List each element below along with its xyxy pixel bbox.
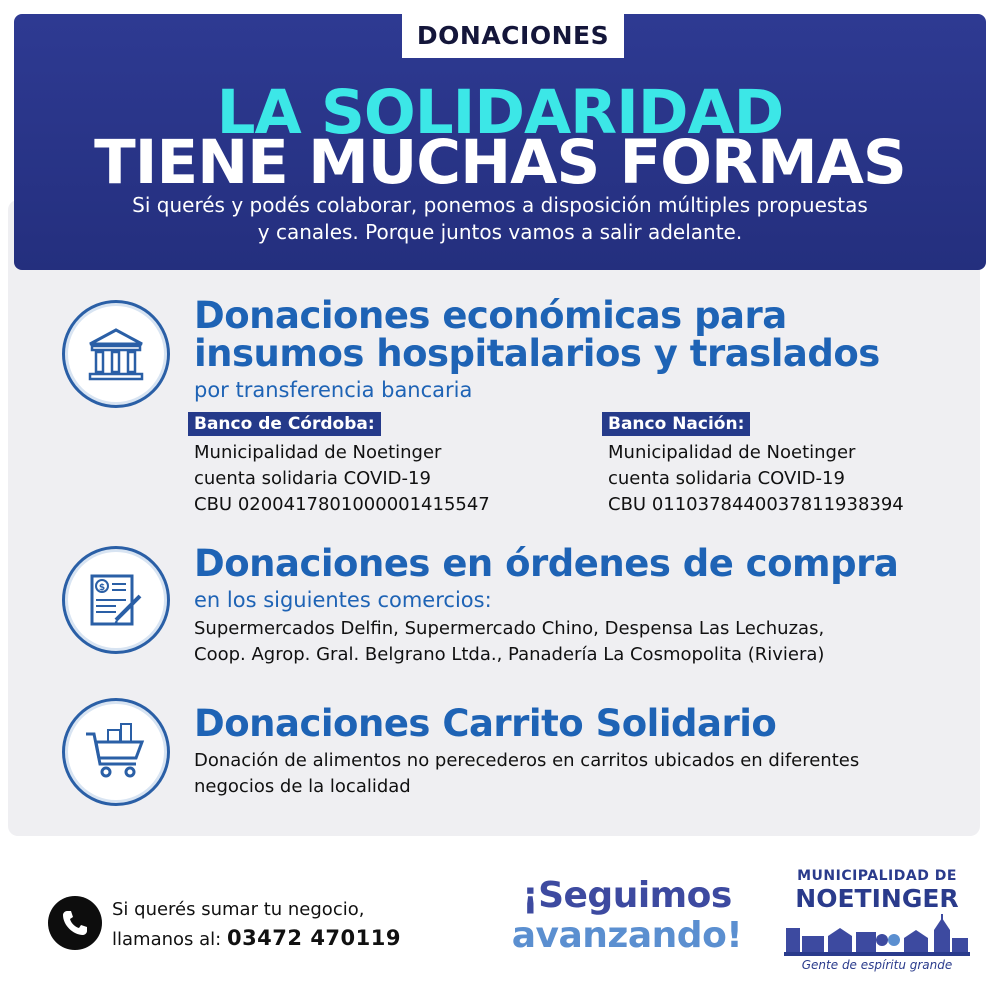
bank-cordoba-cbu: CBU 0200417801000001415547 [194,494,490,515]
ordenes-comercios [194,616,824,668]
ordenes-title: Donaciones en órdenes de compra [194,542,899,585]
economicas-subtitle: por transferencia bancaria [194,378,473,402]
footer-contact [112,896,401,954]
bank-cordoba-label: Banco de Córdoba: [188,412,381,436]
cart-icon [62,698,170,806]
bank-nacion-label: Banco Nación: [602,412,750,436]
carrito-description [194,748,859,800]
header-subtitle [54,192,946,246]
logo-tagline: Gente de espíritu grande [801,958,953,972]
slogan [496,876,758,956]
bank-icon [62,300,170,408]
subtitle-line1: Si querés y podés colaborar, ponemos a disposición múltiples propuestas [132,193,868,217]
slogan-line2: avanzando! [511,915,743,956]
slogan-line1: ¡Seguimos [522,875,732,916]
carrito-line2: negocios de la localidad [194,776,411,797]
title-line2: TIENE MUCHAS FORMAS [94,127,906,198]
footer-phone[interactable]: 03472 470119 [226,926,401,950]
subtitle-line2: y canales. Porque juntos vamos a salir adelante. [257,220,743,244]
bank-nacion-cbu: CBU 0110378440037811938394 [608,494,904,515]
title-line1: LA SOLIDARIDAD [216,77,784,148]
header-banner [14,14,986,270]
footer-line1: Si querés sumar tu negocio, [112,899,365,920]
economicas-title-line2: insumos hospitalarios y traslados [194,332,880,375]
ordenes-line1: Supermercados Delfin, Supermercado Chino, Despensa Las Lechuzas, [194,618,825,639]
bank-cordoba-line2: cuenta solidaria COVID-19 [194,468,431,489]
bank-nacion-details [608,440,904,518]
ordenes-line2: Coop. Agrop. Gral. Belgrano Ltda., Panadería La Cosmopolita (Riviera) [194,644,825,665]
ordenes-subtitle: en los siguientes comercios: [194,588,492,612]
carrito-line1: Donación de alimentos no perecederos en carritos ubicados en diferentes [194,750,860,771]
donaciones-tag: DONACIONES [402,14,624,58]
footer-line2-prefix: llamanos al: [112,929,222,950]
economicas-title-line1: Donaciones económicas para [194,294,787,337]
invoice-icon [62,546,170,654]
logo-municipalidad: MUNICIPALIDAD DE [797,868,957,884]
bank-nacion-line1: Municipalidad de Noetinger [608,442,856,463]
footer-line2 [112,924,401,954]
bank-cordoba-details [194,440,490,518]
town-skyline-icon [784,914,970,960]
bank-nacion-line2: cuenta solidaria COVID-19 [608,468,845,489]
bank-cordoba-line1: Municipalidad de Noetinger [194,442,442,463]
svg-text:$: $ [98,583,106,593]
carrito-title: Donaciones Carrito Solidario [194,702,777,745]
phone-icon [48,896,102,950]
logo-noetinger: NOETINGER [795,884,959,913]
